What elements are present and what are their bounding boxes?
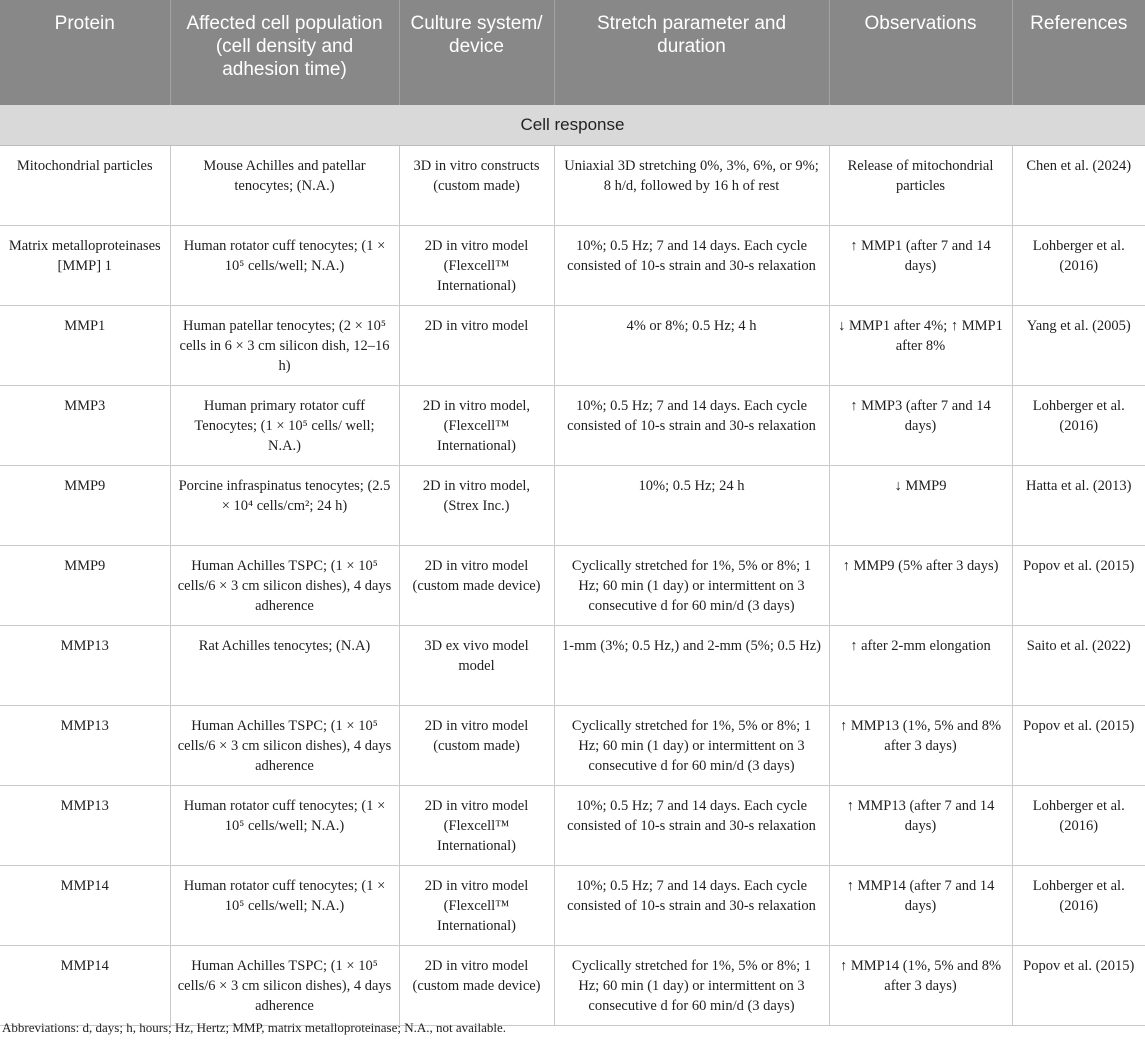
table-body	[0, 105, 1145, 1025]
culture-system-cell: 2D in vitro model (Flexcell™ International)	[399, 225, 554, 305]
stretch-parameter-cell: Cyclically stretched for 1%, 5% or 8%; 1 Hz; 60 min (1 day) or intermittent on 3 consecutive d for 60 min/d (3 days)	[554, 705, 829, 785]
table-row	[0, 945, 1145, 1025]
table-header	[0, 0, 1145, 105]
cell-population-cell: Human rotator cuff tenocytes; (1 × 10⁵ cells/well; N.A.)	[170, 225, 399, 305]
table-row	[0, 465, 1145, 545]
reference-cell: Saito et al. (2022)	[1012, 625, 1145, 705]
table-row	[0, 385, 1145, 465]
table-row	[0, 625, 1145, 705]
table-row	[0, 865, 1145, 945]
protein-cell: MMP14	[0, 945, 170, 1025]
cell-population-cell: Human Achilles TSPC; (1 × 10⁵ cells/6 × 3 cm silicon dishes), 4 days adherence	[170, 705, 399, 785]
section-row	[0, 105, 1145, 145]
cell-population-cell: Human rotator cuff tenocytes; (1 × 10⁵ cells/well; N.A.)	[170, 785, 399, 865]
observations-cell: ↑ MMP14 (1%, 5% and 8% after 3 days)	[829, 945, 1012, 1025]
table-row	[0, 705, 1145, 785]
cell-population-cell: Porcine infraspinatus tenocytes; (2.5 × 10⁴ cells/cm²; 24 h)	[170, 465, 399, 545]
observations-cell: ↑ MMP9 (5% after 3 days)	[829, 545, 1012, 625]
observations-cell: ↑ MMP13 (after 7 and 14 days)	[829, 785, 1012, 865]
culture-system-cell: 3D ex vivo model model	[399, 625, 554, 705]
table-row	[0, 785, 1145, 865]
reference-cell: Hatta et al. (2013)	[1012, 465, 1145, 545]
reference-cell: Yang et al. (2005)	[1012, 305, 1145, 385]
reference-cell: Lohberger et al. (2016)	[1012, 385, 1145, 465]
culture-system-cell: 2D in vitro model	[399, 305, 554, 385]
section-label: Cell response	[0, 105, 1145, 145]
reference-cell: Chen et al. (2024)	[1012, 145, 1145, 225]
protein-cell: MMP13	[0, 625, 170, 705]
observations-cell: ↑ after 2-mm elongation	[829, 625, 1012, 705]
reference-cell: Lohberger et al. (2016)	[1012, 865, 1145, 945]
reference-cell: Lohberger et al. (2016)	[1012, 225, 1145, 305]
protein-cell: MMP9	[0, 545, 170, 625]
header-culture-system: Culture system/ device	[399, 0, 554, 105]
table-row	[0, 145, 1145, 225]
header-stretch-parameter: Stretch parameter and duration	[554, 0, 829, 105]
reference-cell: Popov et al. (2015)	[1012, 945, 1145, 1025]
table-row	[0, 305, 1145, 385]
stretch-parameter-cell: 10%; 0.5 Hz; 24 h	[554, 465, 829, 545]
cell-population-cell: Human primary rotator cuff Tenocytes; (1 × 10⁵ cells/ well; N.A.)	[170, 385, 399, 465]
stretch-parameter-cell: 10%; 0.5 Hz; 7 and 14 days. Each cycle consisted of 10-s strain and 30-s relaxation	[554, 865, 829, 945]
culture-system-cell: 2D in vitro model (custom made device)	[399, 945, 554, 1025]
cell-population-cell: Human rotator cuff tenocytes; (1 × 10⁵ cells/well; N.A.)	[170, 865, 399, 945]
stretch-parameter-cell: 10%; 0.5 Hz; 7 and 14 days. Each cycle consisted of 10-s strain and 30-s relaxation	[554, 785, 829, 865]
cell-population-cell: Rat Achilles tenocytes; (N.A)	[170, 625, 399, 705]
cell-population-cell: Human Achilles TSPC; (1 × 10⁵ cells/6 × 3 cm silicon dishes), 4 days adherence	[170, 545, 399, 625]
culture-system-cell: 2D in vitro model, (Strex Inc.)	[399, 465, 554, 545]
cell-population-cell: Human Achilles TSPC; (1 × 10⁵ cells/6 × 3 cm silicon dishes), 4 days adherence	[170, 945, 399, 1025]
observations-cell: ↑ MMP3 (after 7 and 14 days)	[829, 385, 1012, 465]
observations-cell: ↑ MMP13 (1%, 5% and 8% after 3 days)	[829, 705, 1012, 785]
protein-cell: MMP14	[0, 865, 170, 945]
observations-cell: ↑ MMP1 (after 7 and 14 days)	[829, 225, 1012, 305]
stretch-parameter-cell: 10%; 0.5 Hz; 7 and 14 days. Each cycle consisted of 10-s strain and 30-s relaxation	[554, 385, 829, 465]
cell-population-cell: Human patellar tenocytes; (2 × 10⁵ cells in 6 × 3 cm silicon dish, 12–16 h)	[170, 305, 399, 385]
stretch-parameter-cell: 4% or 8%; 0.5 Hz; 4 h	[554, 305, 829, 385]
culture-system-cell: 2D in vitro model (custom made device)	[399, 545, 554, 625]
protein-cell: MMP13	[0, 705, 170, 785]
stretch-parameter-cell: 1-mm (3%; 0.5 Hz,) and 2-mm (5%; 0.5 Hz)	[554, 625, 829, 705]
header-observations: Observations	[829, 0, 1012, 105]
stretch-parameter-cell: 10%; 0.5 Hz; 7 and 14 days. Each cycle consisted of 10-s strain and 30-s relaxation	[554, 225, 829, 305]
header-references: References	[1012, 0, 1145, 105]
protein-cell: Matrix metalloproteinases [MMP] 1	[0, 225, 170, 305]
observations-cell: ↑ MMP14 (after 7 and 14 days)	[829, 865, 1012, 945]
table-row	[0, 545, 1145, 625]
observations-cell: ↓ MMP9	[829, 465, 1012, 545]
table-row	[0, 225, 1145, 305]
culture-system-cell: 2D in vitro model (Flexcell™ International)	[399, 865, 554, 945]
stretch-parameter-cell: Cyclically stretched for 1%, 5% or 8%; 1 Hz; 60 min (1 day) or intermittent on 3 consecutive d for 60 min/d (3 days)	[554, 545, 829, 625]
culture-system-cell: 2D in vitro model (Flexcell™ International)	[399, 785, 554, 865]
observations-cell: ↓ MMP1 after 4%; ↑ MMP1 after 8%	[829, 305, 1012, 385]
protein-cell: Mitochondrial particles	[0, 145, 170, 225]
stretch-parameter-cell: Uniaxial 3D stretching 0%, 3%, 6%, or 9%; 8 h/d, followed by 16 h of rest	[554, 145, 829, 225]
reference-cell: Popov et al. (2015)	[1012, 545, 1145, 625]
header-affected-cell-population: Affected cell population (cell density and adhesion time)	[170, 0, 399, 105]
footnote: Abbreviations: d, days; h, hours; Hz, Hertz; MMP, matrix metalloproteinase; N.A., not available.	[2, 1020, 507, 1035]
culture-system-cell: 2D in vitro model (custom made)	[399, 705, 554, 785]
protein-cell: MMP1	[0, 305, 170, 385]
stretch-parameter-cell: Cyclically stretched for 1%, 5% or 8%; 1 Hz; 60 min (1 day) or intermittent on 3 consecutive d for 60 min/d (3 days)	[554, 945, 829, 1025]
observations-cell: Release of mitochondrial particles	[829, 145, 1012, 225]
reference-cell: Popov et al. (2015)	[1012, 705, 1145, 785]
cell-population-cell: Mouse Achilles and patellar tenocytes; (N.A.)	[170, 145, 399, 225]
protein-cell: MMP3	[0, 385, 170, 465]
culture-system-cell: 3D in vitro constructs (custom made)	[399, 145, 554, 225]
reference-cell: Lohberger et al. (2016)	[1012, 785, 1145, 865]
protein-cell: MMP13	[0, 785, 170, 865]
culture-system-cell: 2D in vitro model, (Flexcell™ International)	[399, 385, 554, 465]
protein-cell: MMP9	[0, 465, 170, 545]
header-protein: Protein	[0, 0, 170, 105]
